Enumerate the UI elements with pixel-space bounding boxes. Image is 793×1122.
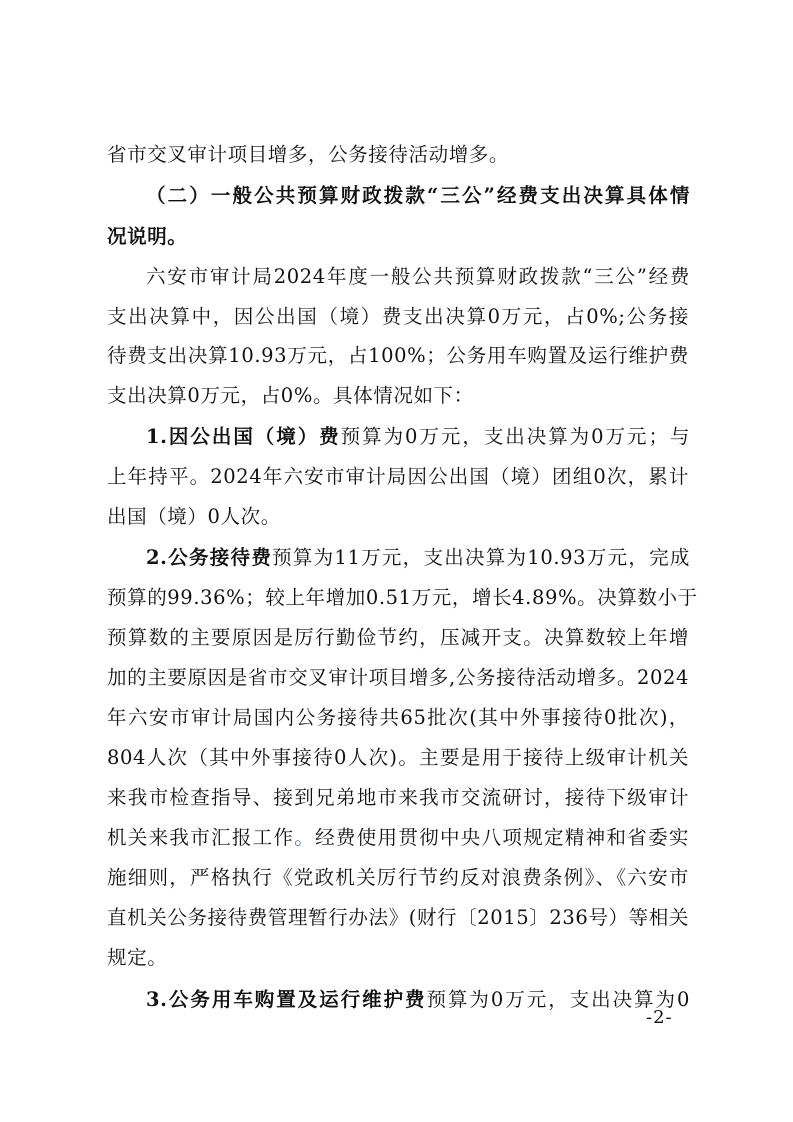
item-2-line: 加的主要原因是省市交叉审计项目增多,公务接待活动增多。2024 xyxy=(107,666,689,689)
paragraph-line: 支出决算中，因公出国（境）费支出决算0万元，占0%;公务接 xyxy=(107,305,689,328)
item-2-line: 2.公务接待费预算为11万元，支出决算为10.93万元，完成 xyxy=(146,546,691,569)
section-heading: （二）一般公共预算财政拨款“三公”经费支出决算具体情 xyxy=(146,184,690,207)
item-2-line: 预算数的主要原因是厉行勤俭节约，压减开支。决算数较上年增 xyxy=(107,626,689,649)
item-2-line: 施细则，严格执行《党政机关厉行节约反对浪费条例》、《六安市 xyxy=(107,866,689,889)
item-2-line: 机关来我市汇报工作。经费使用贯彻中央八项规定精神和省委实 xyxy=(107,826,689,849)
item-2-line: 预算的99.36%；较上年增加0.51万元，增长4.89%。决算数小于 xyxy=(107,586,698,609)
item-1-line: 1.因公出国（境）费预算为0万元，支出决算为0万元；与 xyxy=(146,425,691,448)
item-2-line: 直机关公务接待费管理暂行办法》(财行〔2015〕236号）等相关 xyxy=(107,906,689,929)
paragraph-line: 支出决算0万元，占0%。具体情况如下： xyxy=(107,384,474,407)
item-1-line: 出国（境）0人次。 xyxy=(107,505,281,528)
item-1-heading: 1.因公出国（境）费 xyxy=(146,425,341,448)
item-3-heading: 3.公务用车购置及运行维护费 xyxy=(146,988,427,1011)
section-heading-cont: 况说明。 xyxy=(107,225,188,248)
paragraph-line: 六安市审计局2024年度一般公共预算财政拨款“三公”经费 xyxy=(146,265,690,288)
blue-mark: 。 xyxy=(294,826,316,849)
item-1-line: 上年持平。2024年六安市审计局因公出国（境）团组0次，累计 xyxy=(107,465,689,488)
body-line-1: 省市交叉审计项目增多，公务接待活动增多。 xyxy=(107,143,510,166)
item-2-line: 规定。 xyxy=(107,946,168,969)
item-3-line: 3.公务用车购置及运行维护费预算为0万元，支出决算为0 xyxy=(146,988,690,1011)
item-2-line: 来我市检查指导、接到兄弟地市来我市交流研讨，接待下级审计 xyxy=(107,786,689,809)
item-2-line: 年六安市审计局国内公务接待共65批次(其中外事接待0批次)， xyxy=(107,706,689,729)
item-2-line: 804人次（其中外事接待0人次)。主要是用于接待上级审计机关 xyxy=(107,746,689,769)
paragraph-line: 待费支出决算10.93万元，占100%；公务用车购置及运行维护费 xyxy=(107,344,689,367)
item-2-heading: 2.公务接待费 xyxy=(146,546,273,569)
page-number: -2- xyxy=(646,1007,673,1028)
